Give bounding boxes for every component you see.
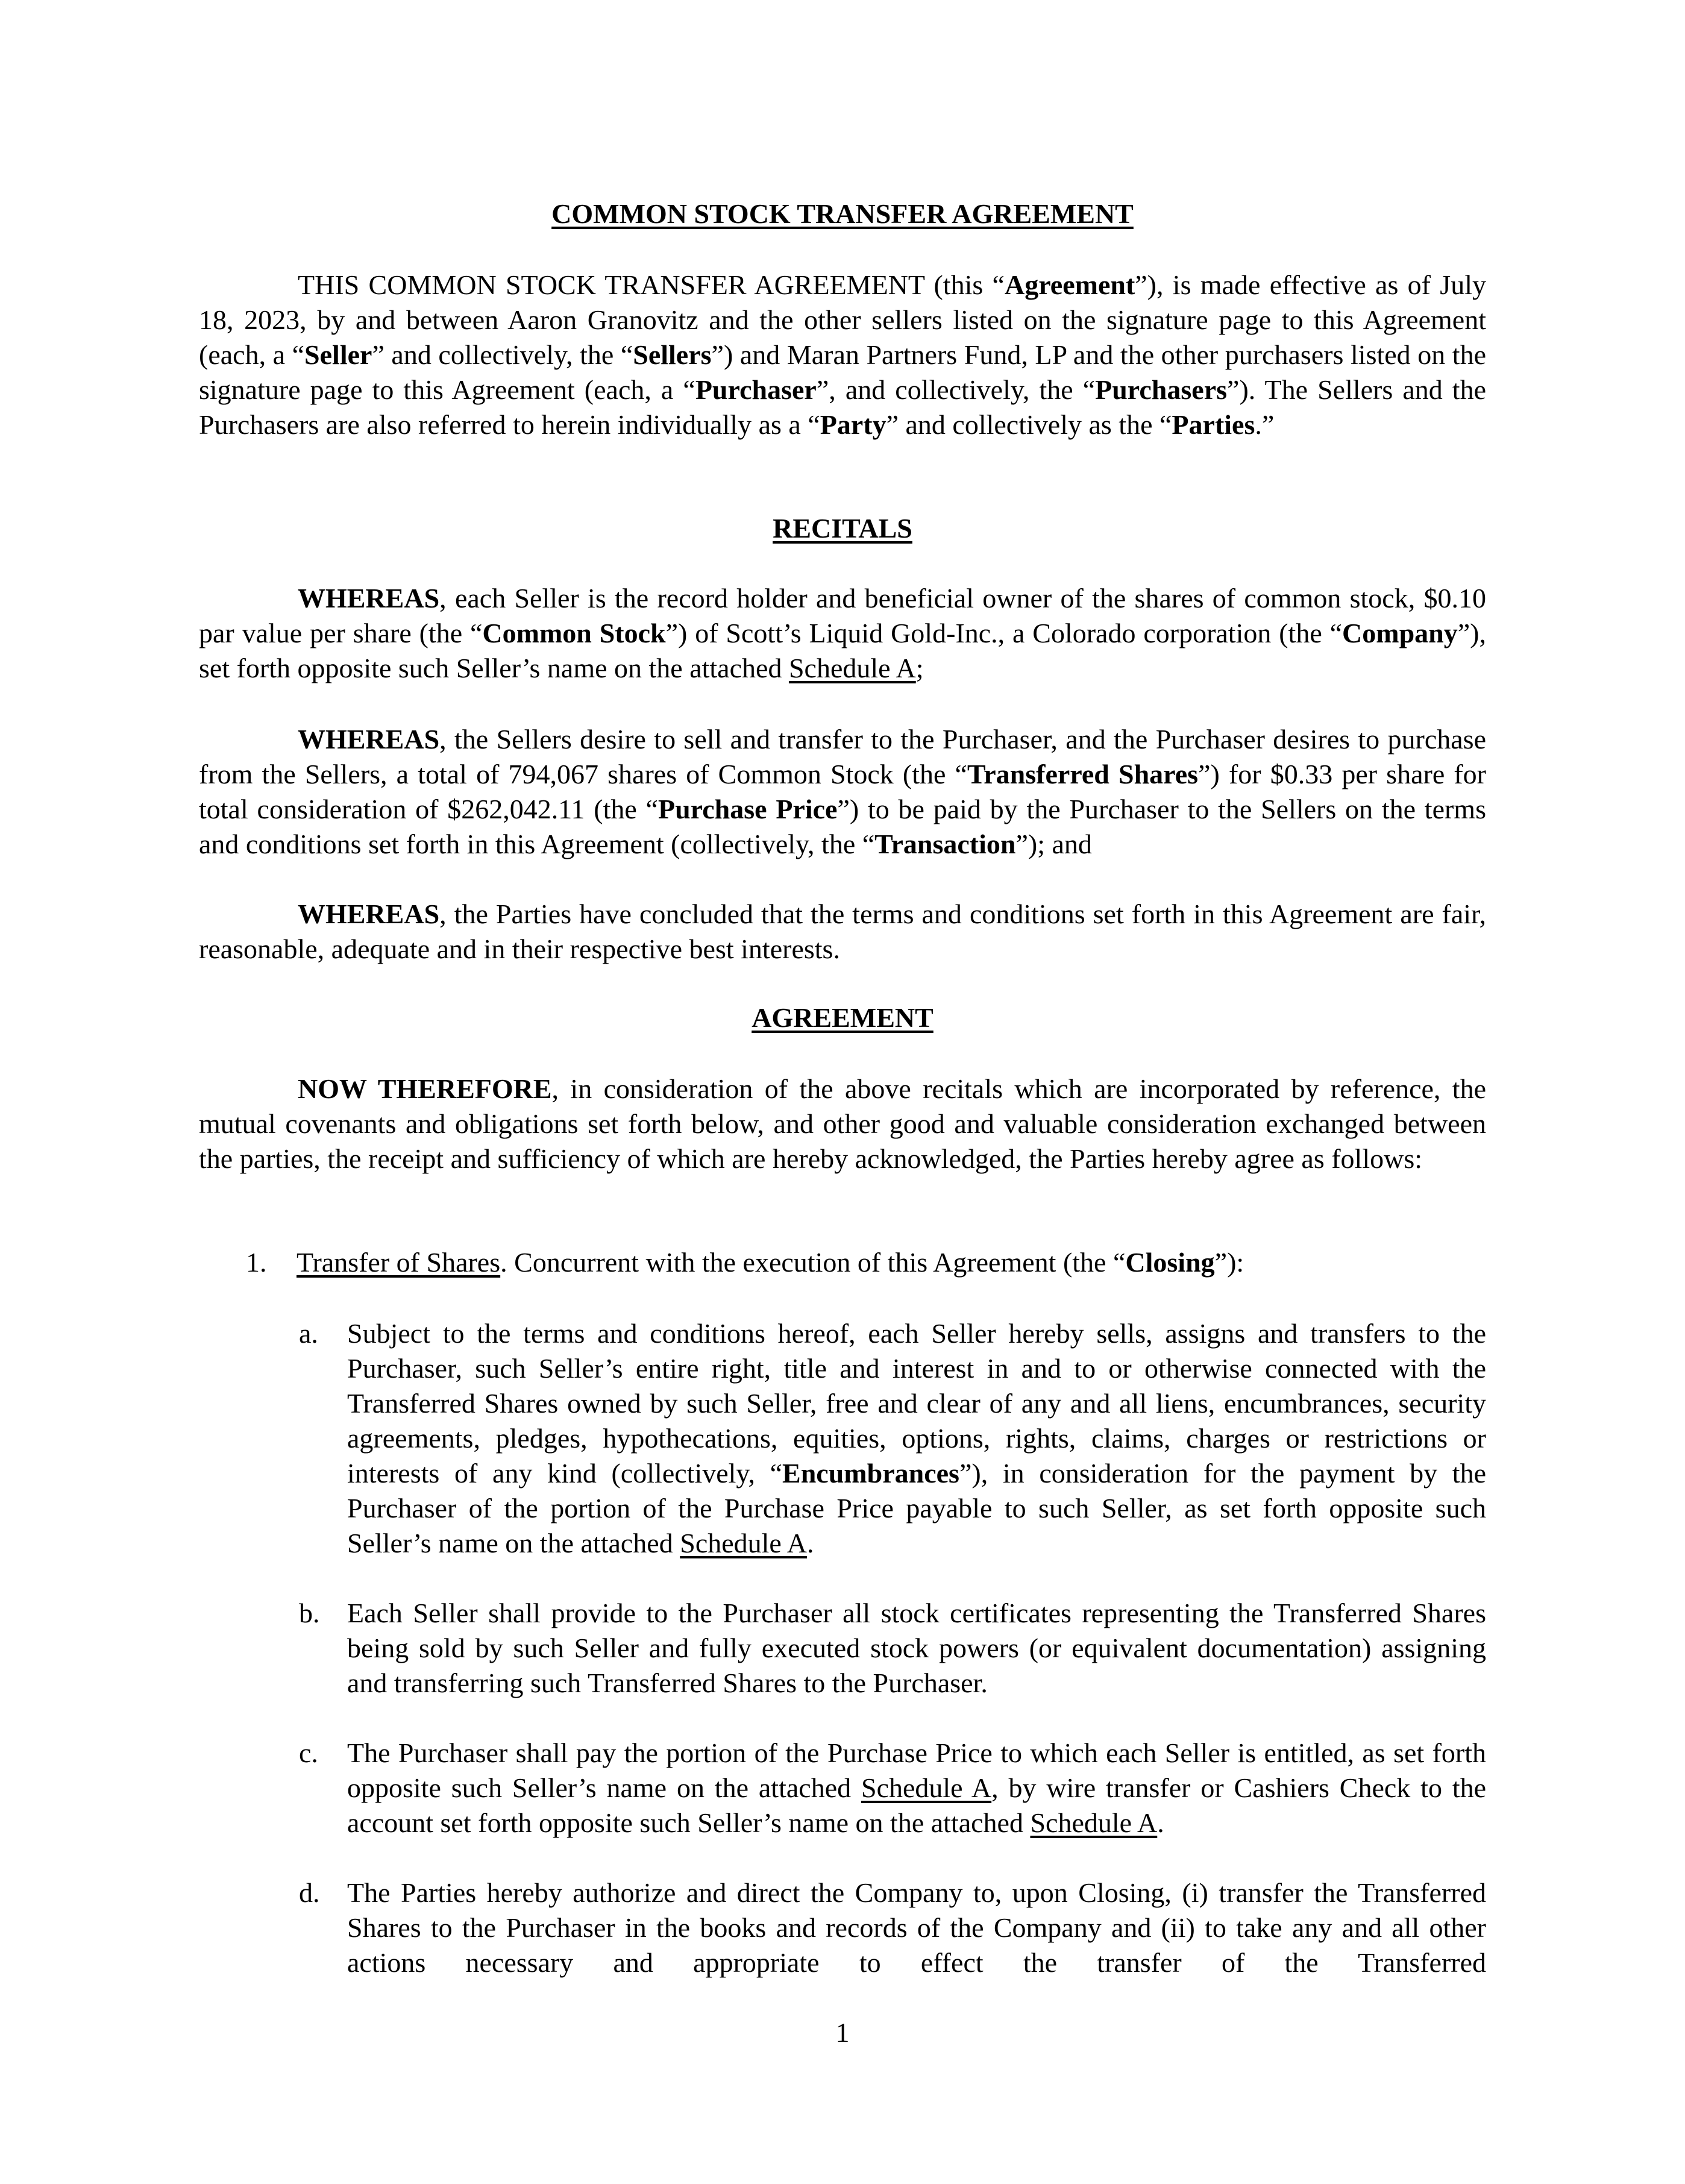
intro-text: ”), is made effective as of July 18, 2023, by and between Aaron Granovitz and the other sellers listed on the signature page to this Agreement (each, a “ [199,269,1486,370]
subsection-a [299,1316,1486,1561]
defined-term-transaction: Transaction [874,829,1016,859]
intro-text: ” and collectively, the “ [372,339,633,370]
defined-term-agreement: Agreement [1004,269,1135,300]
recital-text: ”) to be paid by the Purchaser to the Sellers on the terms and conditions set forth in this Agreement (collectively, the “ [199,794,1486,859]
subsection-d [299,1875,1486,1980]
section-1-line [297,1245,1244,1280]
defined-term-seller: Seller [304,339,372,370]
whereas-lead: WHEREAS [298,724,440,755]
subsection-text: The Purchaser shall pay the portion of the Purchase Price to which each Seller is entitled, as set forth opposite such Seller’s name on the attached [347,1737,1486,1803]
schedule-a-reference: Schedule A [861,1772,992,1803]
agreement-heading: AGREEMENT [752,1002,933,1033]
subsection-c [299,1736,1486,1840]
recital-text: , the Parties have concluded that the terms and conditions set forth in this Agreement are fair, reasonable, adequate and in their respective best interests. [199,899,1486,964]
defined-term-purchase-price: Purchase Price [657,794,838,824]
section-text: . Concurrent with the execution of this Agreement (the “ [500,1247,1126,1278]
defined-term-sellers: Sellers [633,339,712,370]
page-number: 1 [835,2017,850,2048]
schedule-a-reference: Schedule A [788,653,916,683]
schedule-a-reference: Schedule A [1030,1807,1158,1838]
section-number: 1. [246,1247,267,1278]
defined-term-purchasers: Purchasers [1095,374,1228,405]
subsection-letter: c. [299,1737,318,1768]
subsection-letter: a. [299,1318,318,1349]
defined-term-transferred-shares: Transferred Shares [967,759,1199,789]
defined-term-company: Company [1342,618,1458,648]
defined-term-closing: Closing [1125,1247,1215,1278]
intro-text: ”) and Maran Partners Fund, LP and the other purchasers listed on the signature page to this Agreement (each, a “ [199,339,1487,405]
now-therefore-paragraph [199,1072,1486,1176]
subsection-c-text [347,1736,1486,1840]
section-heading: Transfer of Shares [297,1247,501,1278]
whereas-lead: WHEREAS [298,583,440,613]
intro-text: ”). The Sellers and the Purchasers are also referred to herein individually as a “ [199,374,1487,440]
subsection-text: , by wire transfer or Cashiers Check to the account set forth opposite such Seller’s name on the attached [347,1772,1487,1838]
subsection-b [299,1596,1486,1701]
defined-term-purchaser: Purchaser [695,374,817,405]
subsection-text: Subject to the terms and conditions hereof, each Seller hereby sells, assigns and transfers to the Purchaser, such Seller’s entire right, title and interest in and to or otherwise connected with the Transferred Shares owned by such Seller, free and clear of any and all liens, encumbrances, security agreements, pledges, hypothecations, equities, options, rights, claims, charges or restrictions or interests of any kind (collectively, “ [347,1318,1486,1489]
whereas-lead: WHEREAS [298,899,440,929]
recital-text: ”) of Scott’s Liquid Gold-Inc., a Colorado corporation (the “ [665,618,1343,648]
defined-term-encumbrances: Encumbrances [782,1458,959,1489]
subsection-b-text: Each Seller shall provide to the Purchaser all stock certificates representing the Transferred Shares being sold by such Seller and fully executed stock powers (or equivalent documentation) assigning and transferring such Transferred Shares to the Purchaser. [347,1598,1486,1698]
subsection-letter: b. [299,1598,320,1628]
subsection-letter: d. [299,1877,320,1908]
defined-term-party: Party [820,409,886,440]
recital-paragraph-1 [199,581,1486,686]
recital-text: ”) for $0.33 per share for total consideration of $262,042.11 (the “ [199,759,1486,824]
intro-text: ”, and collectively, the “ [816,374,1096,405]
schedule-a-reference: Schedule A [680,1528,808,1558]
recital-text: , each Seller is the record holder and beneficial owner of the shares of common stock, $0.10 par value per share (the “ [199,583,1486,648]
defined-term-parties: Parties [1172,409,1255,440]
subsection-a-text [347,1316,1486,1561]
recital-paragraph-3 [199,897,1486,967]
now-therefore-lead: NOW THEREFORE [298,1073,552,1104]
recital-text: ”); and [1015,829,1092,859]
defined-term-common-stock: Common Stock [482,618,666,648]
recitals-heading: RECITALS [773,513,912,544]
recital-text: ; [915,653,924,683]
now-therefore-text: , in consideration of the above recitals which are incorporated by reference, the mutual covenants and obligations set forth below, and other good and valuable consideration exchanged between the parties, the receipt and sufficiency of which are hereby acknowledged, the Parties hereby agree as follows: [199,1073,1486,1174]
subsection-text: . [807,1528,814,1558]
subsection-text: ”), in consideration for the payment by the Purchaser of the portion of the Purchase Price payable to such Seller, as set forth opposite such Seller’s name on the attached [347,1458,1486,1558]
intro-text: ” and collectively as the “ [886,409,1172,440]
intro-text: THIS COMMON STOCK TRANSFER AGREEMENT (this “ [298,269,1005,300]
intro-paragraph [199,268,1486,442]
subsection-d-text: The Parties hereby authorize and direct the Company to, upon Closing, (i) transfer the Transferred Shares to the Purchaser in the books and records of the Company and (ii) to take any and all other actions necessary and appropriate to effect the transfer of the Transferred [347,1877,1486,1978]
section-1 [246,1245,1486,1280]
recital-text: , the Sellers desire to sell and transfer to the Purchaser, and the Purchaser desires to purchase from the Sellers, a total of 794,067 shares of Common Stock (the “ [199,724,1486,789]
recital-paragraph-2 [199,722,1486,862]
section-text: ”): [1214,1247,1244,1278]
intro-text: .” [1255,409,1275,440]
recital-text: ”), set forth opposite such Seller’s name on the attached [199,618,1487,683]
document-title: COMMON STOCK TRANSFER AGREEMENT [551,198,1134,229]
subsection-text: . [1157,1807,1164,1838]
